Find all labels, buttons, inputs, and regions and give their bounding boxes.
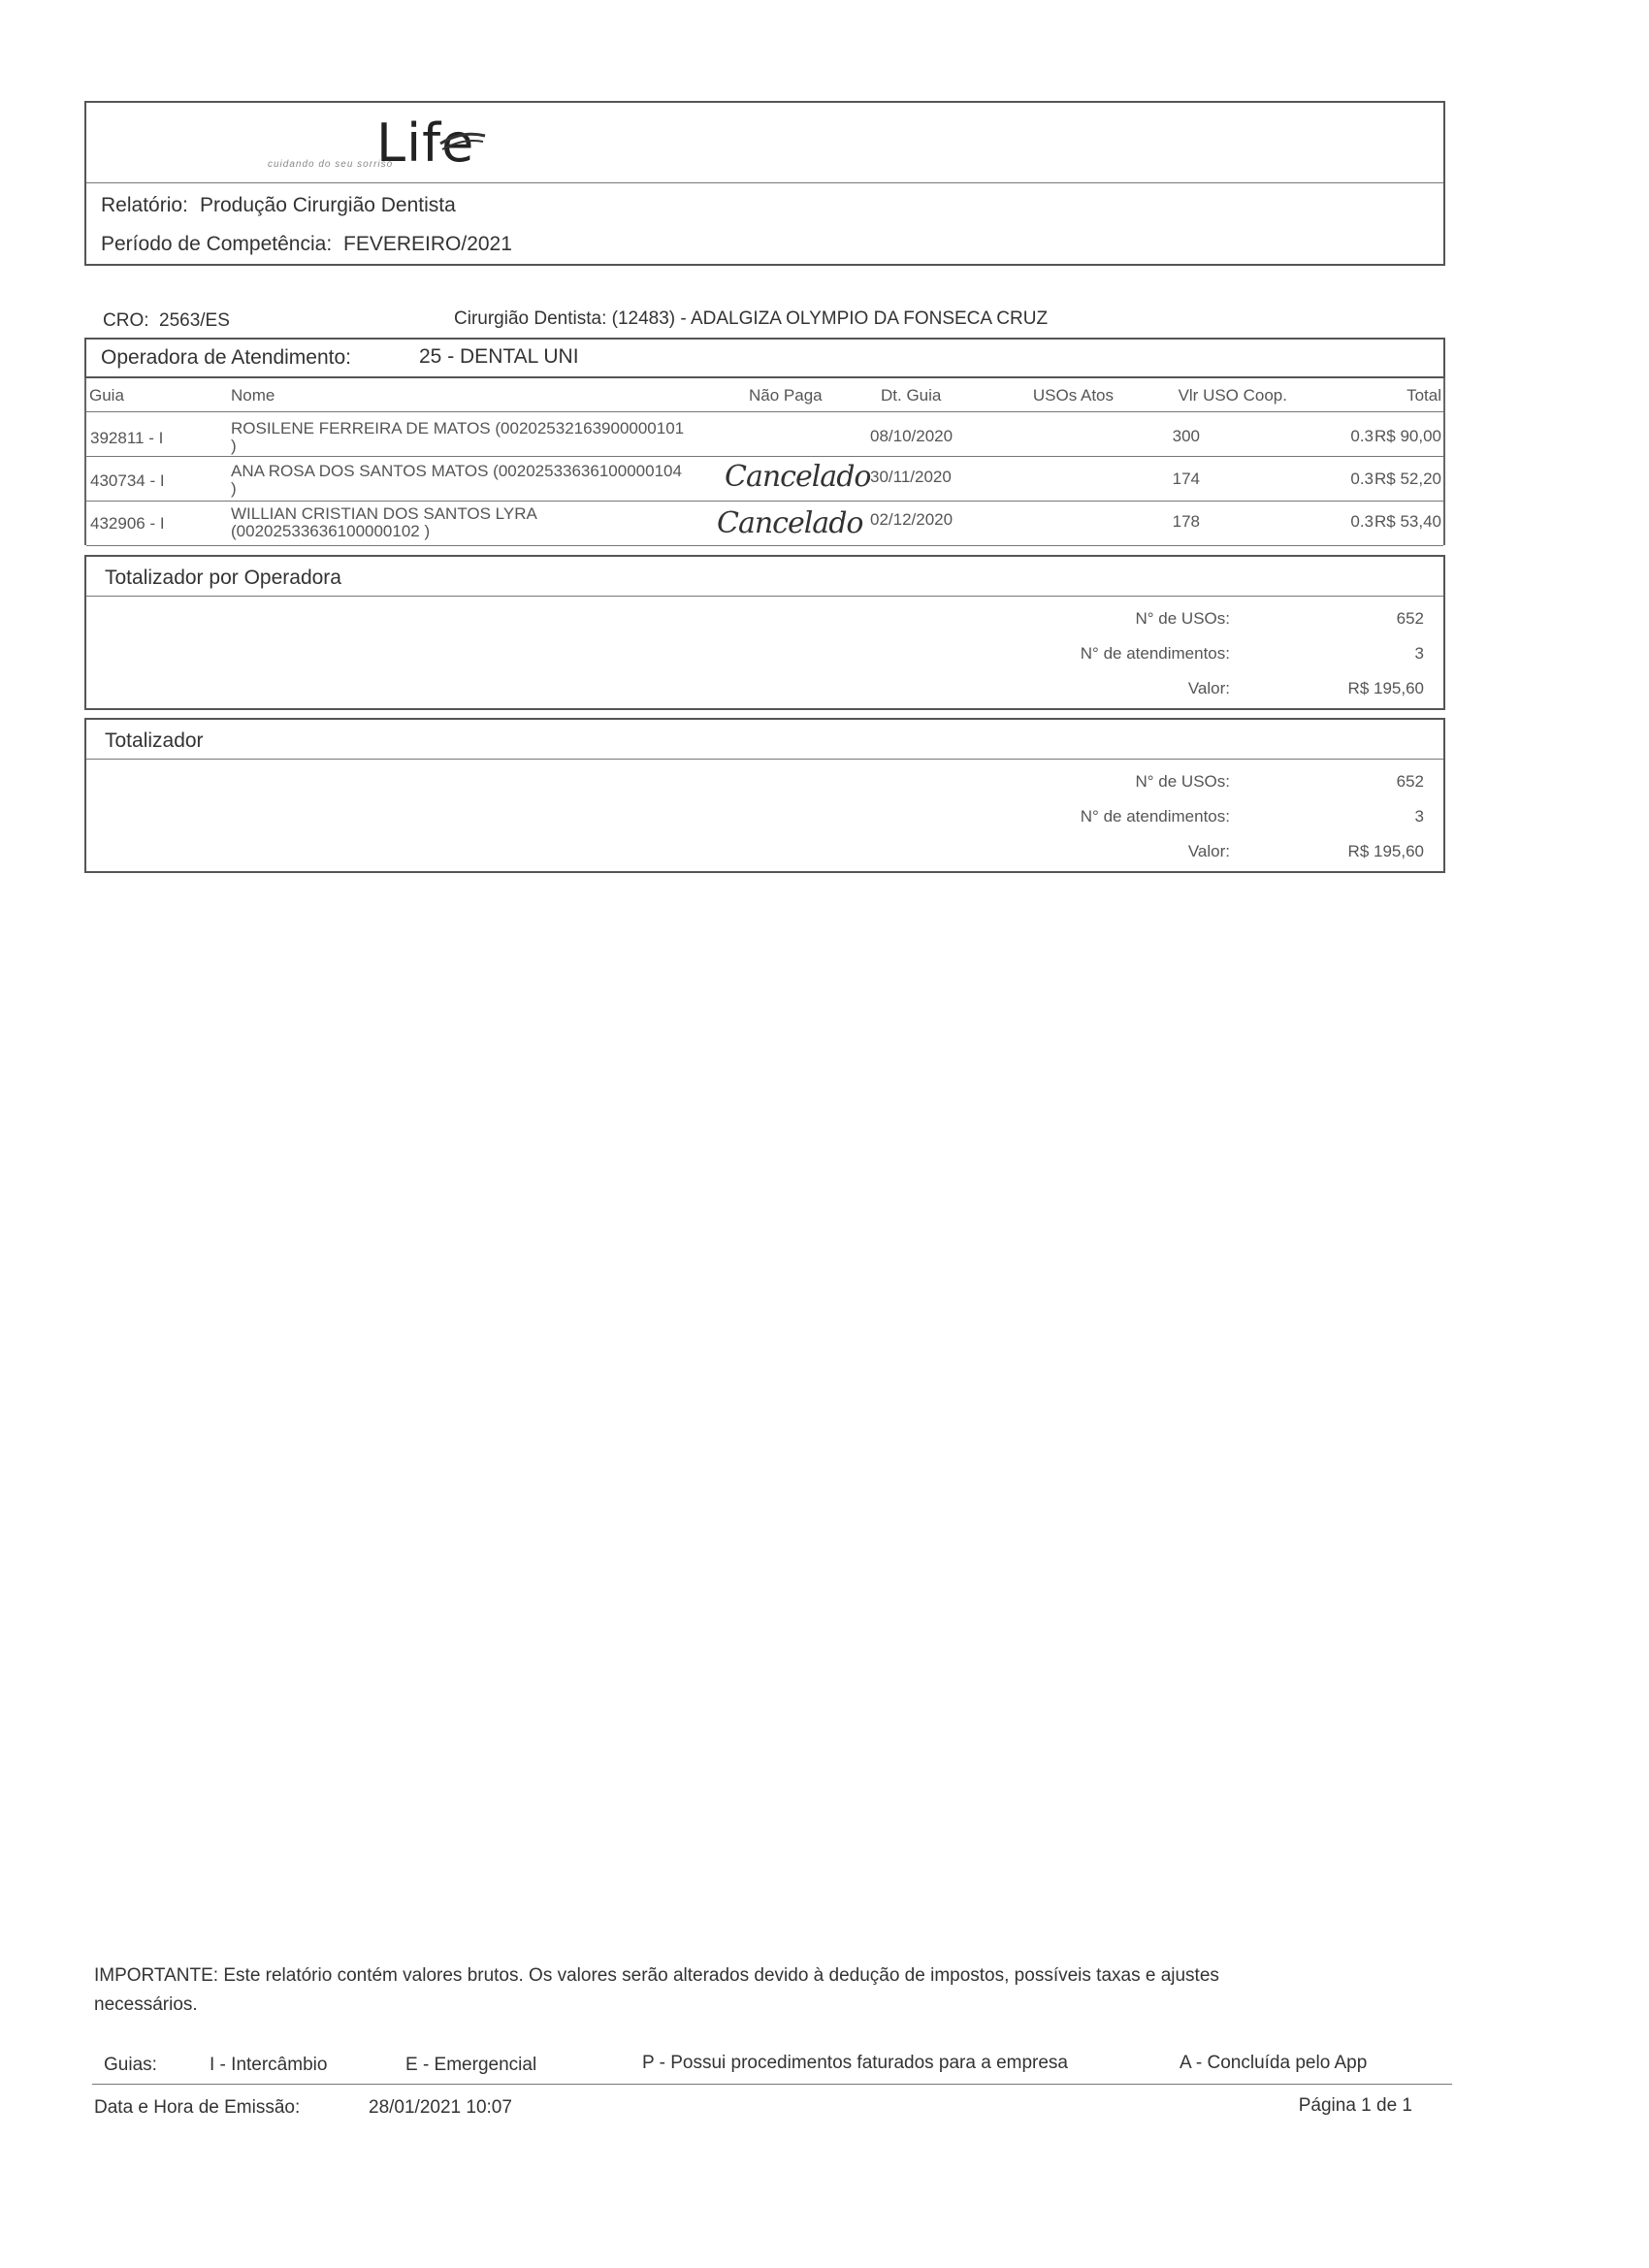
dentist-name: Cirurgião Dentista: (12483) - ADALGIZA OLYMPIO DA FONSECA CRUZ [454, 308, 1049, 329]
logo-swoosh-icon [438, 124, 487, 153]
row-nome: WILLIAN CRISTIAN DOS SANTOS LYRA [231, 504, 537, 523]
op-valor-label: Valor: [1187, 679, 1230, 697]
importante-note: IMPORTANTE: Este relatório contém valores brutos. Os valores serão alterados devido à dedução de impostos, possíveis taxas e ajustes [94, 1965, 1219, 1986]
logo-wordmark: Life [376, 113, 475, 174]
life-logo [268, 109, 520, 178]
col-header-vlr-uso: Vlr USO Coop. [1178, 386, 1287, 405]
emissao-value: 28/01/2021 10:07 [369, 2097, 512, 2118]
header-divider [86, 182, 1443, 183]
cro-label: CRO: [103, 310, 149, 331]
row-divider [86, 456, 1443, 457]
totalizador-title: Totalizador [105, 729, 204, 752]
op-usos-value: 652 [1396, 609, 1424, 628]
row-guia: 430734 - I [90, 471, 165, 490]
cro-value: 2563/ES [159, 310, 230, 331]
row-usos: 174 [1172, 470, 1200, 488]
row-usos: 300 [1172, 427, 1200, 445]
row-vlr: 0.3 [1350, 427, 1374, 445]
table-bottom-line [86, 545, 1443, 546]
row-nao-paga-handwritten: Cancelado [717, 506, 863, 540]
report-type-value: Produção Cirurgião Dentista [200, 194, 456, 216]
row-dt-guia: 30/11/2020 [870, 468, 952, 486]
table-header-divider [86, 411, 1443, 412]
row-nome-cont: ) [231, 479, 237, 498]
report-type-label: Relatório: [101, 194, 188, 216]
tot-valor-value: R$ 195,60 [1347, 842, 1424, 860]
row-nao-paga-handwritten: Cancelado [725, 460, 871, 494]
totalizador-box [84, 718, 1445, 873]
totalizador-divider [86, 759, 1443, 760]
tot-usos-value: 652 [1396, 772, 1424, 791]
col-header-guia: Guia [89, 386, 124, 405]
footer-divider [92, 2084, 1452, 2085]
row-total: R$ 52,20 [1374, 470, 1441, 488]
tot-valor-label: Valor: [1187, 842, 1230, 860]
row-nome: ROSILENE FERREIRA DE MATOS (00202532163900000101 [231, 419, 685, 437]
guias-legend-p: P - Possui procedimentos faturados para a empresa [642, 2053, 1068, 2073]
operadora-value: 25 - DENTAL UNI [419, 345, 579, 368]
op-atend-label: N° de atendimentos: [1080, 644, 1230, 663]
table-row [86, 458, 1443, 501]
period-label: Período de Competência: [101, 233, 333, 255]
totalizador-operadora-divider [86, 596, 1443, 597]
col-header-nome: Nome [231, 386, 275, 405]
row-dt-guia: 08/10/2020 [870, 427, 954, 445]
col-header-usos-atos: USOs Atos [1032, 386, 1114, 405]
guias-legend-e: E - Emergencial [405, 2055, 537, 2075]
guias-legend-a: A - Concluída pelo App [1180, 2053, 1368, 2073]
row-guia: 392811 - I [90, 429, 164, 447]
row-dt-guia: 02/12/2020 [870, 510, 954, 529]
row-nome: ANA ROSA DOS SANTOS MATOS (00202533636100000104 [231, 462, 682, 480]
row-total: R$ 53,40 [1374, 512, 1441, 531]
importante-note-cont: necessários. [94, 1994, 198, 2015]
row-vlr: 0.3 [1350, 470, 1374, 488]
guias-legend-label: Guias: [104, 2055, 157, 2075]
row-nome-cont: (00202533636100000102 ) [231, 522, 431, 540]
table-row [86, 413, 1443, 456]
period-value: FEVEREIRO/2021 [343, 233, 512, 255]
op-atend-value: 3 [1414, 644, 1424, 663]
table-side-right [1443, 378, 1445, 545]
col-header-dt-guia: Dt. Guia [881, 386, 942, 405]
op-valor-value: R$ 195,60 [1347, 679, 1424, 697]
op-usos-label: N° de USOs: [1135, 609, 1230, 628]
guias-legend-i: I - Intercâmbio [210, 2055, 328, 2075]
col-header-total: Total [1406, 386, 1441, 405]
row-divider [86, 501, 1443, 502]
row-vlr: 0.3 [1350, 512, 1374, 531]
row-usos: 178 [1172, 512, 1200, 531]
tot-usos-label: N° de USOs: [1135, 772, 1230, 791]
totalizador-operadora-title: Totalizador por Operadora [105, 567, 341, 589]
row-total: R$ 90,00 [1374, 427, 1441, 445]
page-number: Página 1 de 1 [1298, 2095, 1412, 2116]
col-header-nao-paga: Não Paga [749, 386, 823, 405]
logo-tagline: cuidando do seu sorriso [268, 159, 394, 170]
row-nome-cont: ) [231, 437, 237, 455]
row-guia: 432906 - I [90, 514, 165, 533]
table-row [86, 502, 1443, 545]
tot-atend-label: N° de atendimentos: [1080, 807, 1230, 826]
emissao-label: Data e Hora de Emissão: [94, 2097, 301, 2118]
tot-atend-value: 3 [1414, 807, 1424, 826]
operadora-label: Operadora de Atendimento: [101, 346, 352, 369]
